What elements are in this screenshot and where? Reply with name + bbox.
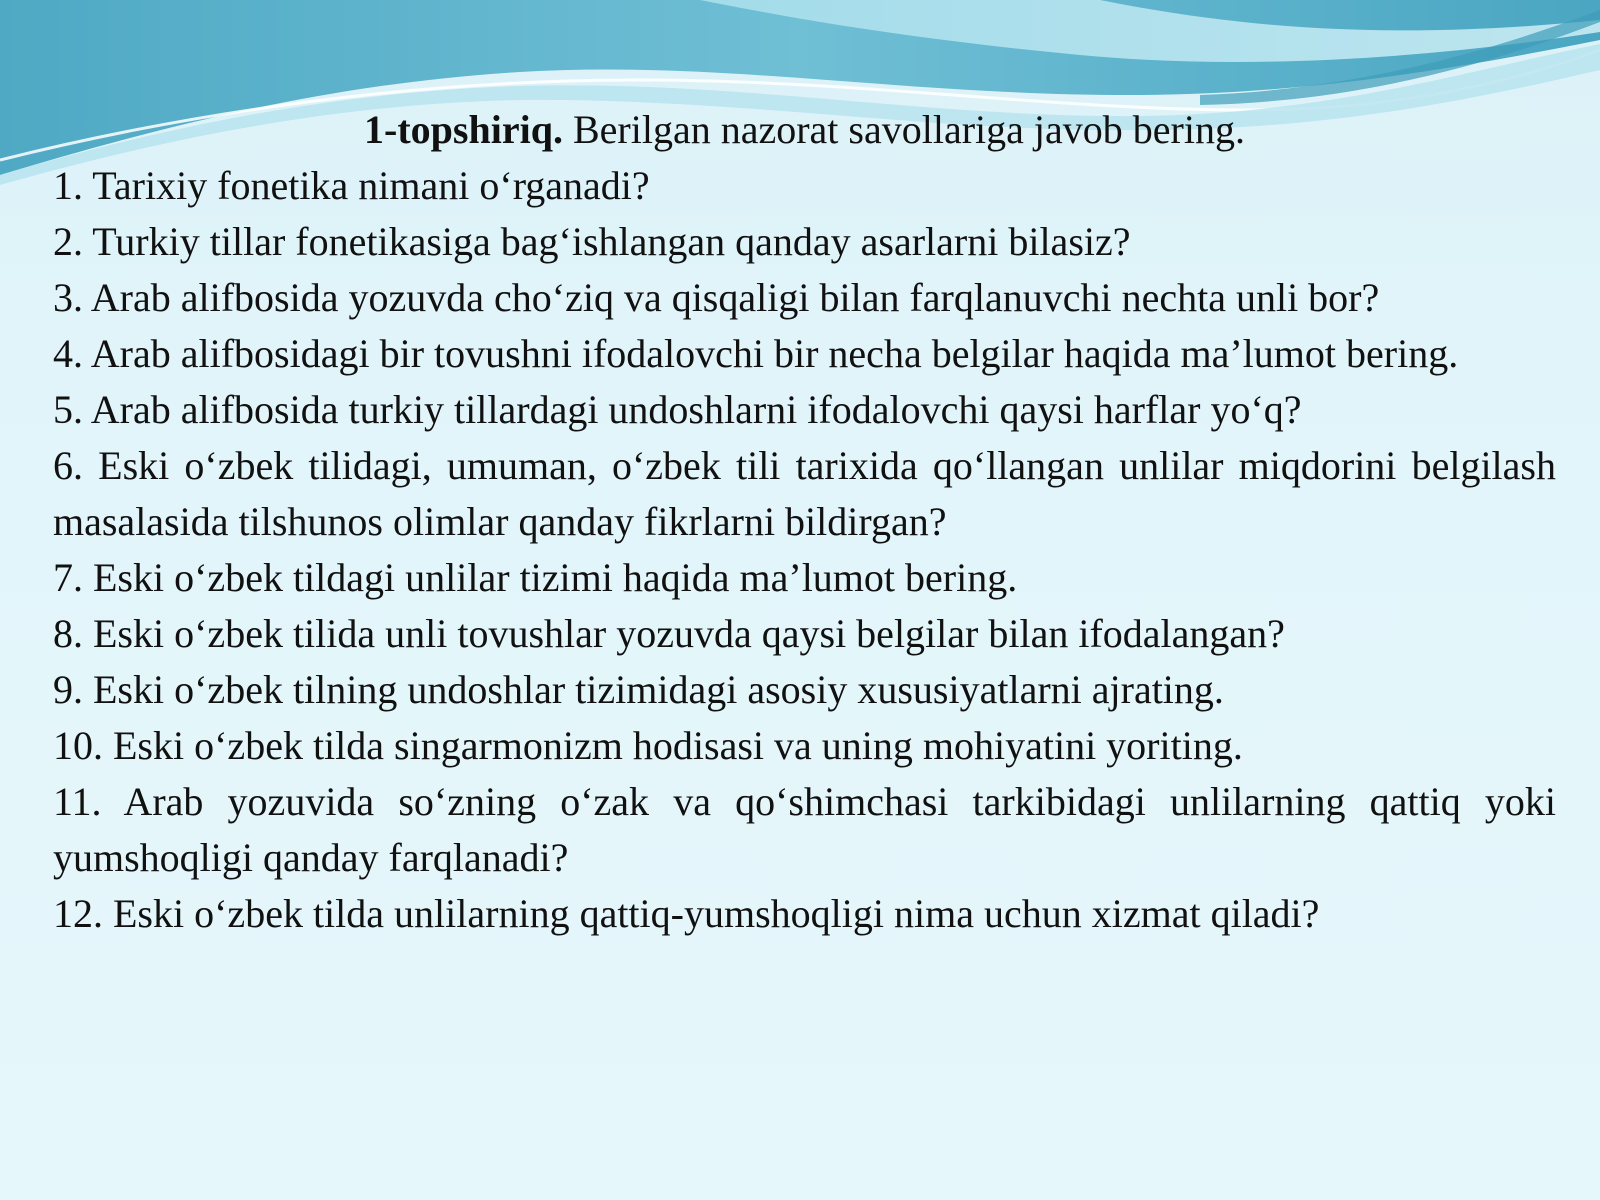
question-1: 1. Tarixiy fonetika nimani o‘rganadi? (53, 163, 650, 208)
question-12: 12. Eski o‘zbek tilda unlilarning qattiq-yumshoqligi nima uchun xizmat qiladi? (53, 891, 1320, 936)
question-10: 10. Eski o‘zbek tilda singarmonizm hodisasi va uning mohiyatini yoriting. (53, 723, 1243, 768)
question-2: 2. Turkiy tillar fonetikasiga bag‘ishlangan qanday asarlarni bilasiz? (53, 219, 1131, 264)
task-heading-bold: 1-topshiriq. (364, 107, 563, 152)
task-heading-text: Berilgan nazorat savollariga javob bering. (562, 107, 1245, 152)
question-7: 7. Eski o‘zbek tildagi unlilar tizimi haqida ma’lumot bering. (53, 555, 1018, 600)
question-8: 8. Eski o‘zbek tilida unli tovushlar yozuvda qaysi belgilar bilan ifodalangan? (53, 611, 1285, 656)
question-5: 5. Arab alifbosida turkiy tillardagi undoshlarni ifodalovchi qaysi harflar yo‘q? (53, 387, 1302, 432)
question-list (53, 102, 1556, 942)
question-6: 6. Eski o‘zbek tilidagi, umuman, o‘zbek tili tarixida qo‘llangan unlilar miqdorini belgilash masalasida tilshunos olimlar qanday fikrlarni bildirgan? (53, 443, 1556, 544)
question-9: 9. Eski o‘zbek tilning undoshlar tizimidagi asosiy xususiyatlarni ajrating. (53, 667, 1224, 712)
question-4: 4. Arab alifbosidagi bir tovushni ifodalovchi bir necha belgilar haqida ma’lumot bering. (53, 331, 1459, 376)
question-11: 11. Arab yozuvida so‘zning o‘zak va qo‘shimchasi tarkibidagi unlilarning qattiq yoki yumshoqligi qanday farqlanadi? (53, 779, 1556, 880)
question-3: 3. Arab alifbosida yozuvda cho‘ziq va qisqaligi bilan farqlanuvchi nechta unli bor? (53, 275, 1380, 320)
task-heading (53, 102, 1556, 158)
